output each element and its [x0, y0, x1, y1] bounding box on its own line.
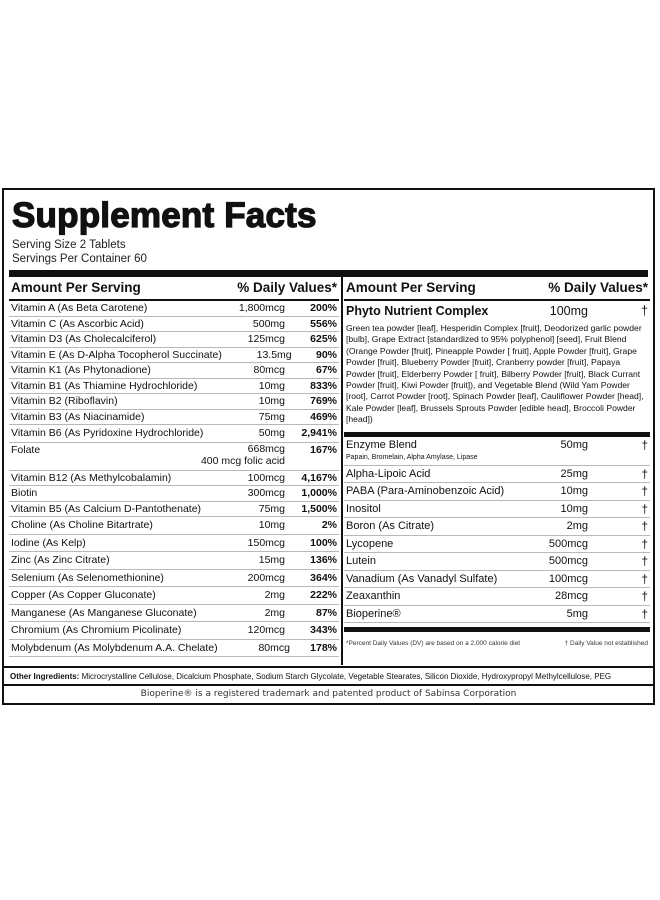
- nutrient-dv: 178%: [310, 641, 337, 654]
- nutrient-name: Vitamin B3 (As Niacinamide): [11, 410, 145, 423]
- left-column-header: [9, 277, 339, 301]
- nutrient-name: Alpha-Lipoic Acid: [346, 467, 431, 480]
- dagger-icon: †: [641, 589, 648, 604]
- nutrient-name: Boron (As Citrate): [346, 520, 435, 533]
- left-nutrient-column: [9, 277, 339, 657]
- nutrient-amount: 10mg: [258, 379, 285, 392]
- nutrient-row: [9, 570, 339, 588]
- phyto-description: Green tea powder [leaf], Hesperidin Complex [fruit], Deodorized garlic powder [bulb], Grape Extract [standardized to 95% polyphenol] [seed], Fruit Blend (Orange Powder [fruit], Pineapple Powder [ fruit], Apple Powder [fruit], Grape Powder [fruit], Blueberry Powder [fruit], Cranberry powder [fruit], Papaya Powder [fruit], Elderberry Powder [ fruit], Bilberry Powder [fruit], Black Currant Powder [fruit], Kiwi Powder [fruit]), and Vegetable Blend (Wild Yam Powder [root], Carrot Powder [root], Spinach Powder [leaf], Cauliflower Powder [head], Kale Powder [leaf], Brussels Sprouts Powder [edible head], Broccoli Powder [head]): [346, 323, 644, 425]
- nutrient-amount: 668mcg: [247, 442, 285, 455]
- nutrient-name: Vitamin E (As D-Alpha Tocopherol Succinate): [11, 348, 222, 361]
- dagger-icon: †: [641, 571, 648, 586]
- nutrient-row: [9, 301, 339, 317]
- enzyme-amount: 50mg: [560, 438, 588, 451]
- nutrient-row: [9, 443, 339, 471]
- dagger-icon: †: [641, 536, 648, 551]
- nutrient-amount: 150mcg: [247, 536, 285, 549]
- other-ingredients-text: Microcrystalline Cellulose, Dicalcium Phosphate, Sodium Starch Glycolate, Vegetable Stearates, Silicon Dioxide, Hydroxypropyl Methylcellulose, PEG: [79, 672, 612, 681]
- dagger-icon: †: [641, 484, 648, 499]
- nutrient-dv: 625%: [310, 333, 337, 345]
- nutrient-name: Iodine (As Kelp): [11, 536, 86, 549]
- right-nutrient-column: [344, 277, 650, 647]
- footnotes: [344, 632, 650, 647]
- nutrient-dv: 4,167%: [301, 471, 337, 484]
- nutrient-row: [9, 605, 339, 623]
- nutrient-amount: 2mg: [566, 520, 588, 533]
- nutrient-dv: 769%: [310, 395, 337, 407]
- nutrient-row: [9, 363, 339, 379]
- nutrient-amount: 2mg: [264, 589, 285, 601]
- nutrient-row: [344, 571, 650, 589]
- nutrient-row: [344, 536, 650, 554]
- nutrient-dv: 2%: [321, 519, 337, 531]
- nutrient-name: Inositol: [346, 502, 381, 515]
- enzyme-blend-row: [344, 437, 650, 466]
- header-dv: % Daily Values*: [548, 280, 648, 295]
- enzyme-name: Enzyme Blend: [346, 438, 417, 451]
- nutrient-name: Vitamin B1 (As Thiamine Hydrochloride): [11, 379, 198, 392]
- nutrient-amount: 10mg: [258, 519, 285, 531]
- dagger-icon: †: [641, 437, 648, 452]
- nutrient-name: Vitamin B6 (As Pyridoxine Hydrochloride): [11, 427, 204, 439]
- trademark-notice: Bioperine® is a registered trademark and patented product of Sabinsa Corporation: [140, 689, 517, 699]
- nutrient-name: Vitamin B2 (Riboflavin): [11, 395, 118, 407]
- nutrient-amount: 15mg: [258, 554, 285, 566]
- phyto-amount: 100mg: [549, 304, 588, 318]
- nutrient-dv: 833%: [310, 379, 337, 392]
- nutrient-dv: 67%: [315, 364, 337, 376]
- nutrient-name: Choline (As Choline Bitartrate): [11, 519, 153, 531]
- nutrient-amount: 13.5mg: [256, 348, 292, 361]
- nutrient-row: [344, 466, 650, 484]
- label-title: Supplement Facts: [12, 196, 317, 235]
- nutrient-name: Vanadium (As Vanadyl Sulfate): [346, 572, 498, 585]
- nutrient-name: Folate: [11, 443, 41, 456]
- nutrient-name: Bioperine®: [346, 607, 401, 620]
- phyto-complex-row: [344, 301, 650, 321]
- nutrient-dv: 2,941%: [301, 427, 337, 439]
- nutrient-dv: 343%: [310, 624, 337, 636]
- header-amount: Amount Per Serving: [11, 280, 141, 295]
- right-column-header: [344, 277, 650, 301]
- nutrient-name: Molybdenum (As Molybdenum A.A. Chelate): [11, 641, 218, 654]
- nutrient-row: [9, 471, 339, 487]
- nutrient-name: Copper (As Copper Gluconate): [11, 589, 156, 601]
- left-nutrient-rows: [9, 301, 339, 657]
- nutrient-row: [9, 587, 339, 605]
- enzyme-sub: Papain, Bromelain, Alpha Amylase, Lipase: [346, 453, 478, 461]
- nutrient-amount: 125mcg: [247, 333, 285, 345]
- nutrient-name: Vitamin C (As Ascorbic Acid): [11, 317, 144, 330]
- nutrient-amount: 500mcg: [548, 555, 588, 568]
- nutrient-row: [9, 394, 339, 410]
- dagger-icon: †: [641, 554, 648, 569]
- dagger-icon: †: [641, 304, 648, 318]
- nutrient-amount: 2mg: [264, 606, 285, 619]
- nutrient-name: Vitamin A (As Beta Carotene): [11, 302, 148, 314]
- nutrient-dv: 364%: [310, 571, 337, 584]
- dagger-icon: †: [641, 606, 648, 621]
- nutrient-amount: 500mcg: [548, 537, 588, 550]
- nutrient-dv: 222%: [310, 589, 337, 601]
- nutrient-row: [9, 535, 339, 553]
- footnote-percent-dv: *Percent Daily Values (DV) are based on a 2,000 calorie diet: [346, 640, 521, 648]
- nutrient-dv: 1,500%: [301, 502, 337, 515]
- nutrient-row: [344, 606, 650, 624]
- nutrient-row: [9, 425, 339, 443]
- footnote-not-established: † Daily Value not established: [564, 640, 648, 648]
- nutrient-row: [344, 553, 650, 571]
- nutrient-name: Manganese (As Manganese Gluconate): [11, 606, 197, 619]
- nutrient-dv: 556%: [310, 317, 337, 330]
- servings-per-container: Servings Per Container 60: [12, 253, 147, 265]
- nutrient-amount: 25mg: [560, 467, 588, 480]
- nutrient-amount: 300mcg: [247, 487, 285, 499]
- nutrient-row: [9, 552, 339, 570]
- nutrient-name: Zinc (As Zinc Citrate): [11, 554, 110, 566]
- phyto-name: Phyto Nutrient Complex: [346, 304, 489, 318]
- nutrient-row: [9, 622, 339, 640]
- nutrient-row: [9, 317, 339, 333]
- nutrient-name: Vitamin B5 (As Calcium D-Pantothenate): [11, 502, 202, 515]
- nutrient-amount: 80mcg: [258, 641, 290, 654]
- header-amount: Amount Per Serving: [346, 280, 476, 295]
- nutrient-row: [9, 410, 339, 426]
- nutrient-amount: 5mg: [566, 607, 588, 620]
- dagger-icon: †: [641, 519, 648, 534]
- nutrient-amount: 28mcg: [554, 590, 588, 603]
- nutrient-name: Lycopene: [346, 537, 394, 550]
- nutrient-name: Selenium (As Selenomethionine): [11, 571, 164, 584]
- nutrient-amount: 500mg: [252, 317, 285, 330]
- nutrient-name: Vitamin B12 (As Methylcobalamin): [11, 471, 172, 484]
- nutrient-row: [9, 517, 339, 535]
- nutrient-name: Vitamin D3 (As Cholecalciferol): [11, 333, 157, 345]
- supplement-facts-label: [2, 188, 655, 705]
- nutrient-row: [344, 501, 650, 519]
- nutrient-dv: 90%: [315, 348, 337, 361]
- dagger-icon: †: [641, 466, 648, 481]
- nutrient-dv: 100%: [310, 536, 337, 549]
- nutrient-amount: 75mg: [258, 502, 285, 515]
- right-nutrient-rows: [344, 466, 650, 624]
- nutrient-dv: 200%: [310, 302, 337, 314]
- nutrient-dv: 167%: [310, 443, 337, 456]
- nutrient-row: [9, 379, 339, 395]
- nutrient-row: [9, 502, 339, 518]
- nutrient-amount-sub: 400 mcg folic acid: [200, 454, 285, 467]
- nutrient-dv: 1,000%: [301, 487, 337, 499]
- nutrient-dv: 136%: [310, 554, 337, 566]
- nutrient-name: Chromium (As Chromium Picolinate): [11, 624, 182, 636]
- nutrient-row: [9, 348, 339, 364]
- nutrient-amount: 200mcg: [247, 571, 285, 584]
- other-ingredients: [4, 666, 653, 686]
- nutrient-row: [344, 588, 650, 606]
- nutrient-row: [344, 483, 650, 501]
- dagger-icon: †: [641, 501, 648, 516]
- thick-divider: [9, 270, 648, 277]
- nutrient-amount: 10mg: [560, 485, 588, 498]
- nutrient-amount: 80mcg: [253, 364, 285, 376]
- nutrient-name: PABA (Para-Aminobenzoic Acid): [346, 485, 505, 498]
- serving-size: Serving Size 2 Tablets: [12, 239, 126, 251]
- nutrient-amount: 1,800mcg: [238, 302, 285, 314]
- nutrient-amount: 75mg: [258, 410, 285, 423]
- nutrient-name: Biotin: [11, 487, 38, 499]
- nutrient-row: [9, 640, 339, 658]
- header-dv: % Daily Values*: [237, 280, 337, 295]
- nutrient-name: Zeaxanthin: [346, 590, 401, 603]
- nutrient-name: Vitamin K1 (As Phytonadione): [11, 364, 151, 376]
- nutrient-name: Lutein: [346, 555, 376, 568]
- nutrient-amount: 100mcg: [247, 471, 285, 484]
- nutrient-row: [344, 518, 650, 536]
- serving-info: [12, 238, 147, 266]
- nutrient-amount: 50mg: [258, 427, 285, 439]
- nutrient-dv: 469%: [310, 410, 337, 423]
- nutrient-amount: 100mcg: [548, 572, 588, 585]
- nutrient-row: [9, 332, 339, 348]
- nutrient-amount: 120mcg: [247, 624, 285, 636]
- nutrient-dv: 87%: [315, 606, 337, 619]
- other-ingredients-label: Other Ingredients:: [10, 672, 80, 681]
- column-divider: [341, 277, 343, 665]
- nutrient-amount: 10mg: [560, 502, 588, 515]
- nutrient-row: [9, 486, 339, 502]
- nutrient-amount: 10mg: [258, 395, 285, 407]
